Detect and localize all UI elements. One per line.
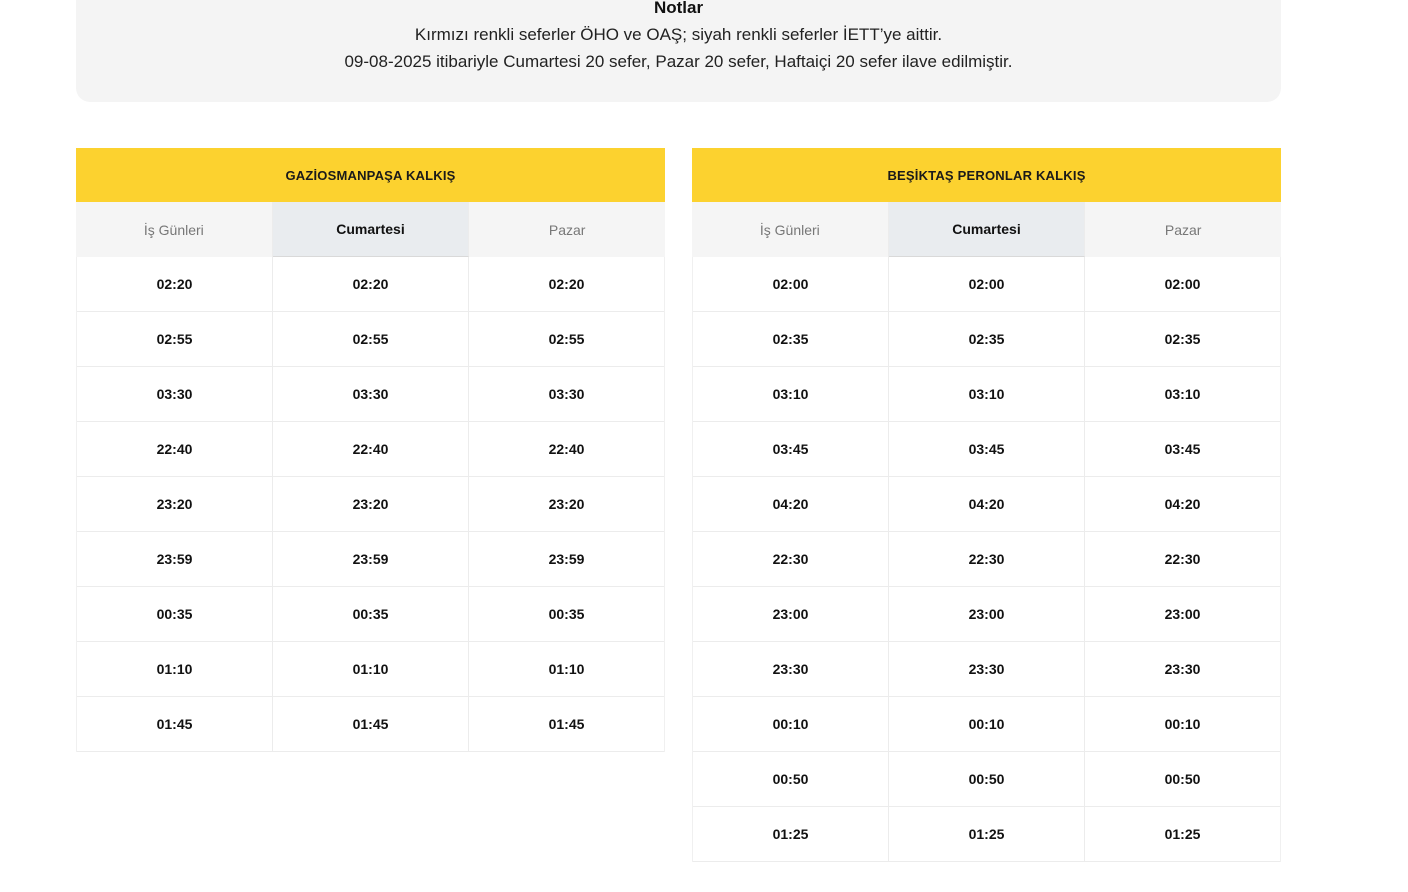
departure-time: 03:30 <box>273 367 469 421</box>
departure-time: 00:10 <box>889 697 1085 751</box>
schedule-table-besiktas <box>692 148 1281 862</box>
departure-time: 02:35 <box>889 312 1085 366</box>
departure-time: 03:45 <box>693 422 889 476</box>
table-row <box>693 477 1280 532</box>
departure-time: 00:35 <box>273 587 469 641</box>
table-row <box>693 697 1280 752</box>
departure-time: 02:00 <box>1164 276 1201 292</box>
day-tabs <box>76 202 665 257</box>
departure-time: 00:10 <box>693 697 889 751</box>
departure-time: 01:25 <box>889 807 1085 861</box>
tab-is-gunleri[interactable]: İş Günleri <box>76 202 273 257</box>
departure-time: 02:20 <box>273 257 469 311</box>
table-row <box>77 587 664 642</box>
departure-time: 23:00 <box>693 587 889 641</box>
departure-time: 04:20 <box>889 477 1085 531</box>
departure-time: 22:30 <box>693 532 889 586</box>
departure-time: 02:55 <box>548 331 585 347</box>
departure-time: 22:40 <box>77 422 273 476</box>
departure-time: 03:30 <box>77 367 273 421</box>
tab-is-gunleri[interactable]: İş Günleri <box>692 202 889 257</box>
table-row <box>693 257 1280 312</box>
departure-time: 02:35 <box>1164 331 1201 347</box>
table-row <box>77 697 664 752</box>
departure-time: 03:45 <box>1164 441 1201 457</box>
table-row <box>77 642 664 697</box>
day-tabs <box>692 202 1281 257</box>
table-row <box>693 532 1280 587</box>
table-row <box>693 367 1280 422</box>
departure-time: 23:00 <box>889 587 1085 641</box>
departure-time: 23:20 <box>77 477 273 531</box>
table-row <box>77 477 664 532</box>
departure-time: 23:59 <box>548 551 585 567</box>
departure-time: 01:25 <box>1164 826 1201 842</box>
table-row <box>77 532 664 587</box>
tab-pazar[interactable]: Pazar <box>469 202 665 257</box>
table-row <box>77 312 664 367</box>
departure-time: 01:10 <box>77 642 273 696</box>
departure-time: 01:45 <box>77 697 273 751</box>
departure-time: 22:40 <box>548 441 585 457</box>
table-row <box>693 807 1280 862</box>
departure-time: 00:35 <box>548 606 585 622</box>
departure-time: 00:50 <box>889 752 1085 806</box>
departure-time: 23:20 <box>548 496 585 512</box>
departure-time: 00:50 <box>1164 771 1201 787</box>
notes-box <box>76 0 1281 102</box>
departure-time: 02:20 <box>548 276 585 292</box>
tab-pazar[interactable]: Pazar <box>1085 202 1281 257</box>
departure-time: 03:30 <box>548 386 585 402</box>
departure-time: 04:20 <box>693 477 889 531</box>
table-row <box>693 642 1280 697</box>
table-row <box>693 587 1280 642</box>
departure-time: 04:20 <box>1164 496 1201 512</box>
tab-cumartesi[interactable]: Cumartesi <box>273 202 470 257</box>
departure-time: 22:30 <box>889 532 1085 586</box>
departure-time: 23:00 <box>1164 606 1201 622</box>
departure-time: 03:10 <box>693 367 889 421</box>
departure-time: 03:45 <box>889 422 1085 476</box>
table-row <box>77 257 664 312</box>
departure-time: 23:59 <box>77 532 273 586</box>
time-rows <box>76 257 665 752</box>
departure-time: 01:45 <box>273 697 469 751</box>
departure-time: 00:50 <box>693 752 889 806</box>
departure-time: 23:30 <box>693 642 889 696</box>
time-rows <box>692 257 1281 862</box>
departure-time: 02:55 <box>77 312 273 366</box>
schedule-table-gaziosmanpasa <box>76 148 665 752</box>
departure-time: 23:20 <box>273 477 469 531</box>
departure-time: 02:00 <box>889 257 1085 311</box>
table-title: BEŞİKTAŞ PERONLAR KALKIŞ <box>692 148 1281 202</box>
departure-time: 00:10 <box>1164 716 1201 732</box>
table-row <box>77 367 664 422</box>
departure-time: 23:59 <box>273 532 469 586</box>
departure-time: 02:35 <box>693 312 889 366</box>
departure-time: 01:45 <box>548 716 585 732</box>
table-row <box>77 422 664 477</box>
departure-time: 02:00 <box>693 257 889 311</box>
departure-time: 23:30 <box>1164 661 1201 677</box>
departure-time: 01:25 <box>693 807 889 861</box>
departure-time: 22:30 <box>1164 551 1201 567</box>
departure-time: 01:10 <box>273 642 469 696</box>
departure-time: 22:40 <box>273 422 469 476</box>
tab-cumartesi[interactable]: Cumartesi <box>889 202 1086 257</box>
notes-line-2: 09-08-2025 itibariyle Cumartesi 20 sefer, Pazar 20 sefer, Haftaiçi 20 sefer ilave edilmiştir. <box>344 52 1013 71</box>
table-row <box>693 752 1280 807</box>
departure-time: 03:10 <box>1164 386 1201 402</box>
notes-line-1: Kırmızı renkli seferler ÖHO ve OAŞ; siyah renkli seferler İETT’ye aittir. <box>414 25 943 44</box>
departure-time: 23:30 <box>889 642 1085 696</box>
departure-time: 00:35 <box>77 587 273 641</box>
departure-time: 02:20 <box>77 257 273 311</box>
departure-time: 01:10 <box>548 661 585 677</box>
table-row <box>693 312 1280 367</box>
notes-title: Notlar <box>653 0 704 17</box>
departure-time: 03:10 <box>889 367 1085 421</box>
table-title: GAZİOSMANPAŞA KALKIŞ <box>76 148 665 202</box>
departure-time: 02:55 <box>273 312 469 366</box>
table-row <box>693 422 1280 477</box>
